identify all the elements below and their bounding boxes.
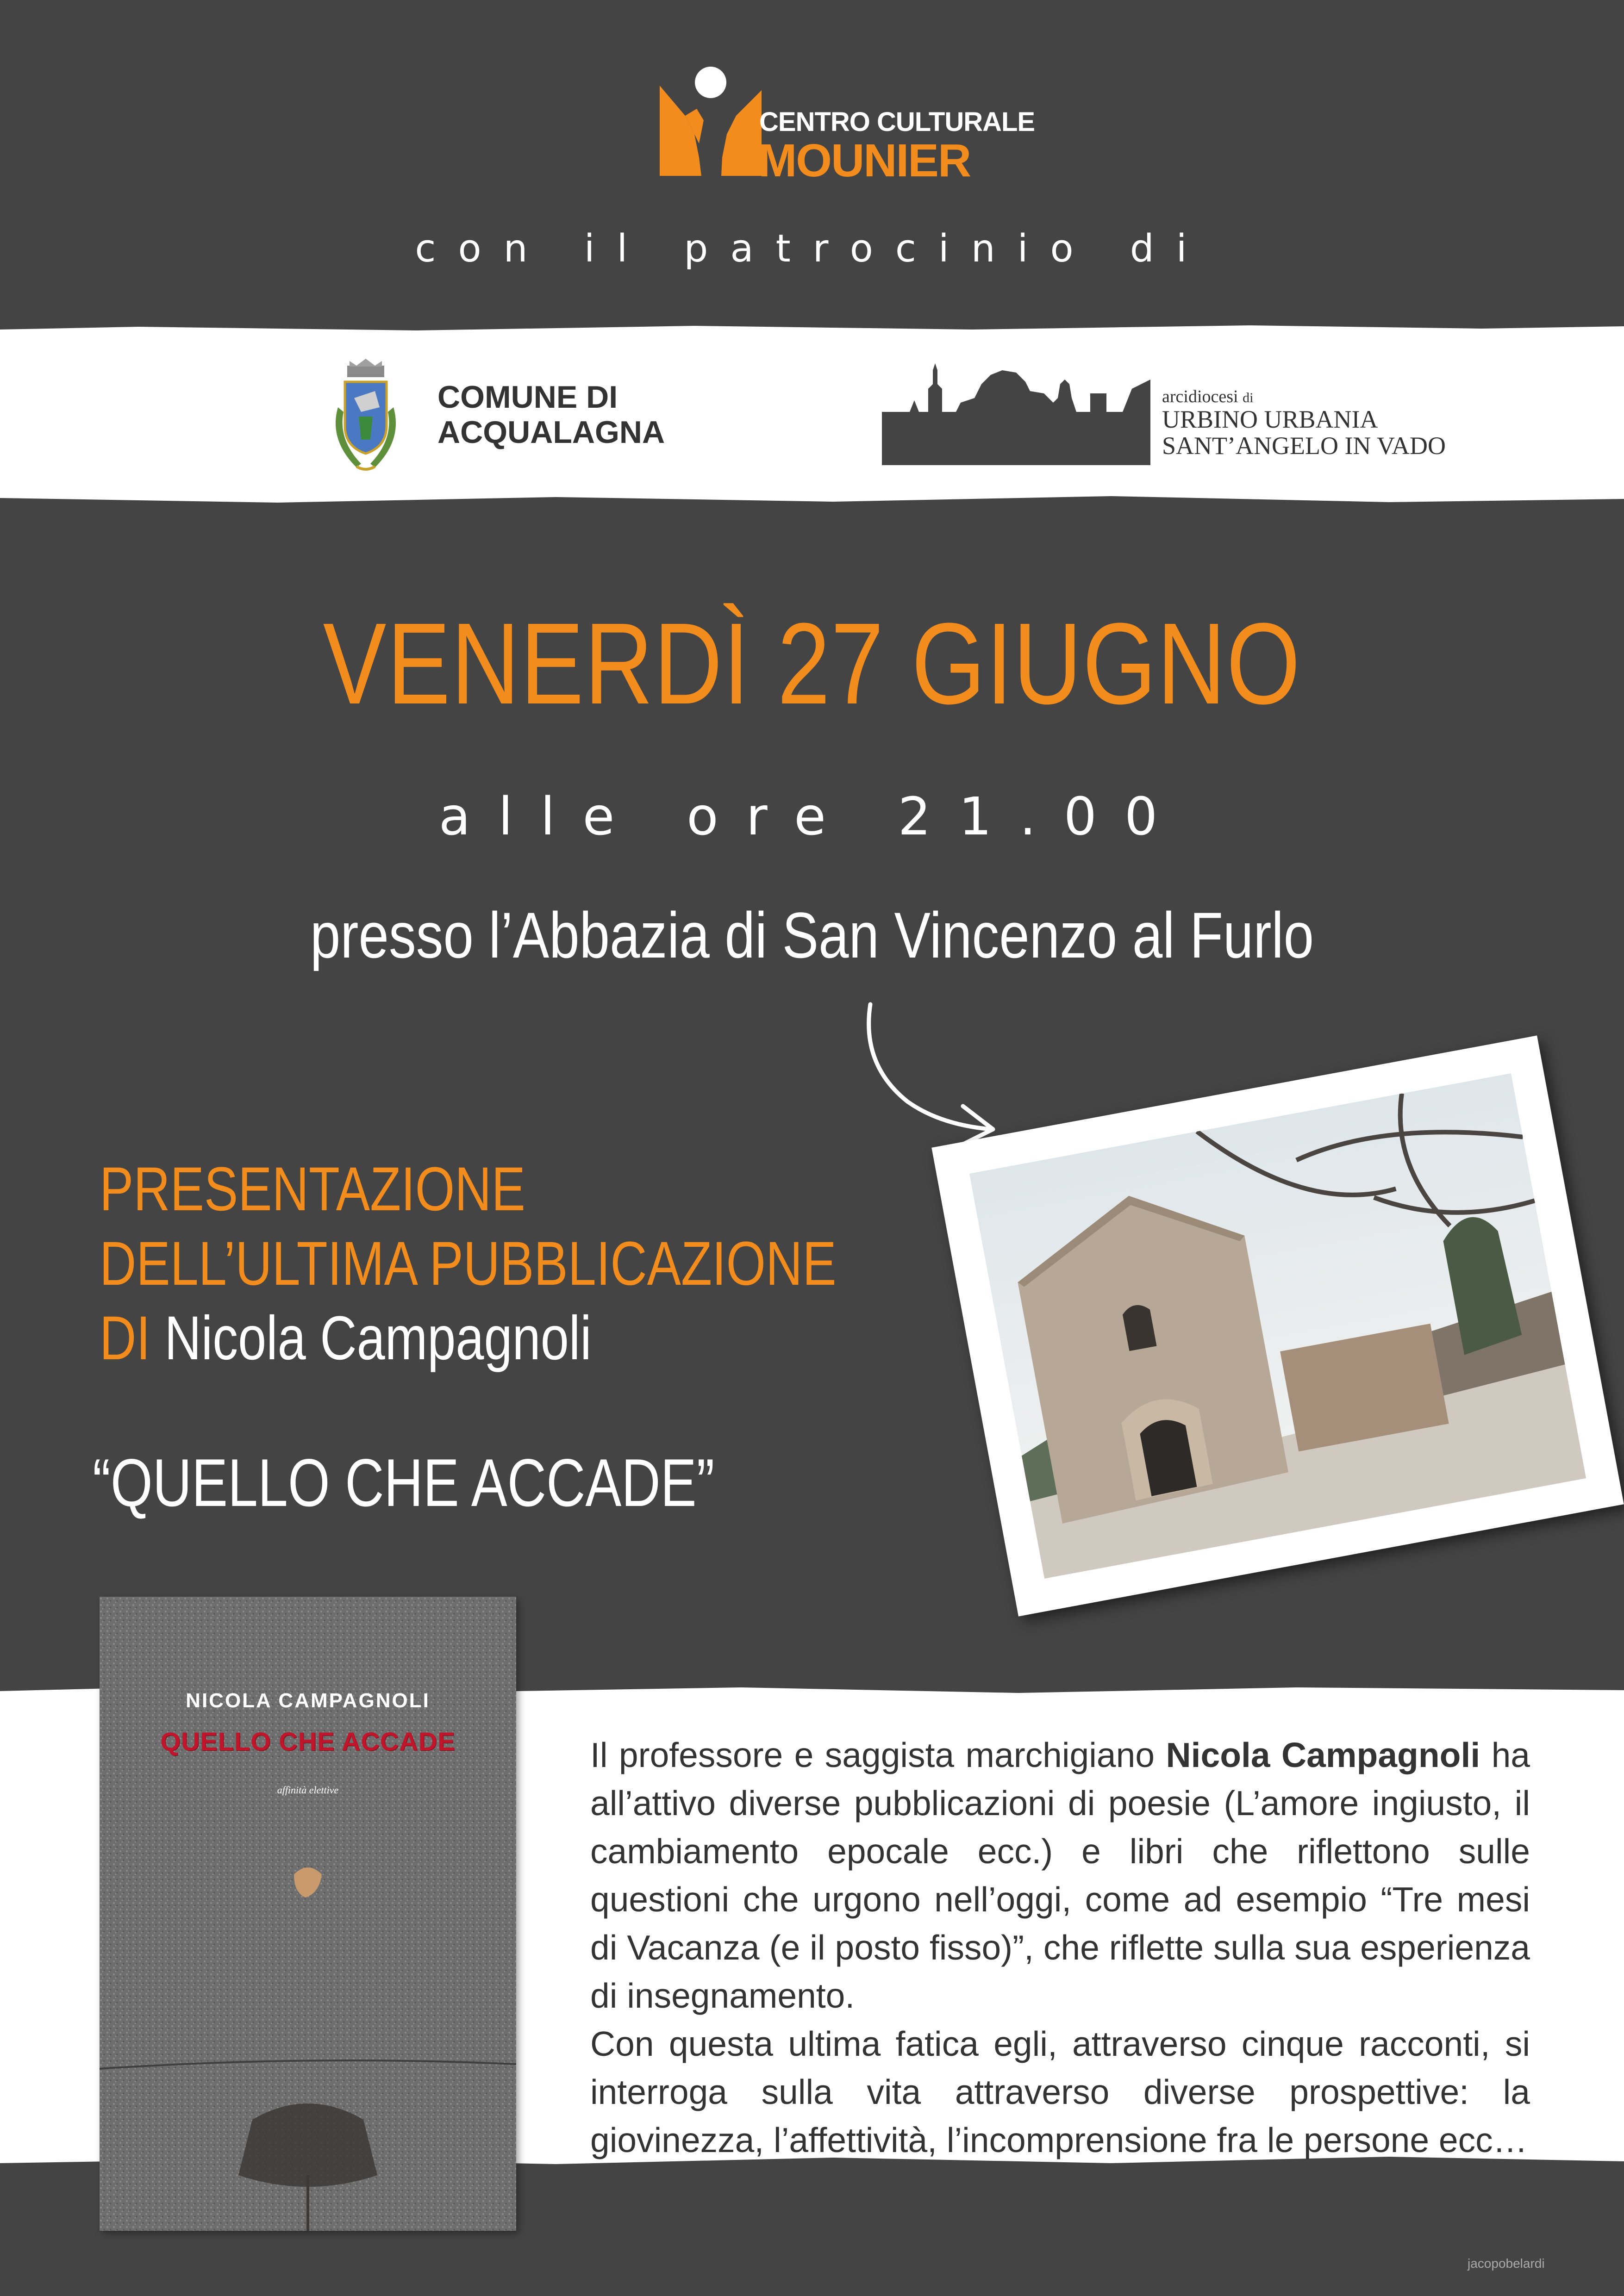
description-p1-start: Il professore e saggista marchigiano (590, 1736, 1166, 1774)
comune-line-1: COMUNE DI (437, 380, 618, 415)
patronage-text: con il patrocinio di (415, 227, 1209, 271)
description-p1-end: ha all’attivo diverse pubblicazioni di poesie (L’amore ingiusto, il cambiamento epocale ecc.) e libri che riflettono sulle questioni che urgono nell’oggi, come ad esempio “Tre mesi di Vacanza (e il posto fisso)”, che riflette sulla sua esperienza di insegnamento. (590, 1736, 1530, 2015)
mounier-logo (657, 65, 1035, 187)
presentation-line-3-prefix: DI (100, 1303, 150, 1373)
book-cover-publisher: affinità elettive (277, 1784, 339, 1796)
book-description (590, 1731, 1530, 2164)
event-date: VENERDÌ 27 GIUGNO (323, 599, 1301, 728)
book-title-heading: “QUELLO CHE ACCADE” (93, 1445, 715, 1520)
book-cover-author: NICOLA CAMPAGNOLI (186, 1689, 430, 1712)
author-name: Nicola Campagnoli (164, 1303, 592, 1373)
event-place: presso l’Abbazia di San Vincenzo al Furlo (310, 899, 1314, 971)
comune-crest-icon (319, 356, 412, 477)
event-time: alle ore 21.00 (438, 787, 1186, 847)
diocese-line-1: arcidiocesi (1162, 387, 1238, 406)
abbey-photo (931, 1035, 1624, 1616)
diocese-skyline-icon (882, 356, 1150, 465)
comune-acqualagna-label (437, 380, 665, 450)
logo-line-mounier: MOUNIER (758, 135, 971, 187)
diocese-line-2: URBINO URBANIA (1162, 405, 1378, 433)
logo-line-centro-culturale: CENTRO CULTURALE (759, 107, 1035, 137)
presentation-line-1: PRESENTAZIONE (100, 1155, 525, 1224)
book-cover (100, 1597, 516, 2231)
abbey-photo-image (969, 1073, 1586, 1579)
presentation-line-2: DELL’ULTIMA PUBBLICAZIONE (100, 1229, 837, 1298)
diocese-line-3: SANT’ANGELO IN VADO (1162, 431, 1446, 460)
book-cover-title: QUELLO CHE ACCADE (160, 1727, 456, 1756)
description-author-bold: Nicola Campagnoli (1166, 1736, 1480, 1774)
arcidiocesi-label (1162, 388, 1446, 459)
comune-line-2: ACQUALAGNA (437, 415, 665, 450)
mounier-logo-icon (657, 65, 764, 176)
curved-arrow-icon (852, 995, 1009, 1157)
designer-credit: jacopobelardi (1468, 2256, 1545, 2271)
diocese-line-1-suffix: di (1243, 390, 1254, 405)
description-p2: Con questa ultima fatica egli, attraverso cinque racconti, si interroga sulla vita attraverso diverse prospettive: la giovinezza, l’affettività, l’incomprensione fra le persone ecc… (590, 2024, 1530, 2159)
presentation-heading (100, 1152, 837, 1375)
